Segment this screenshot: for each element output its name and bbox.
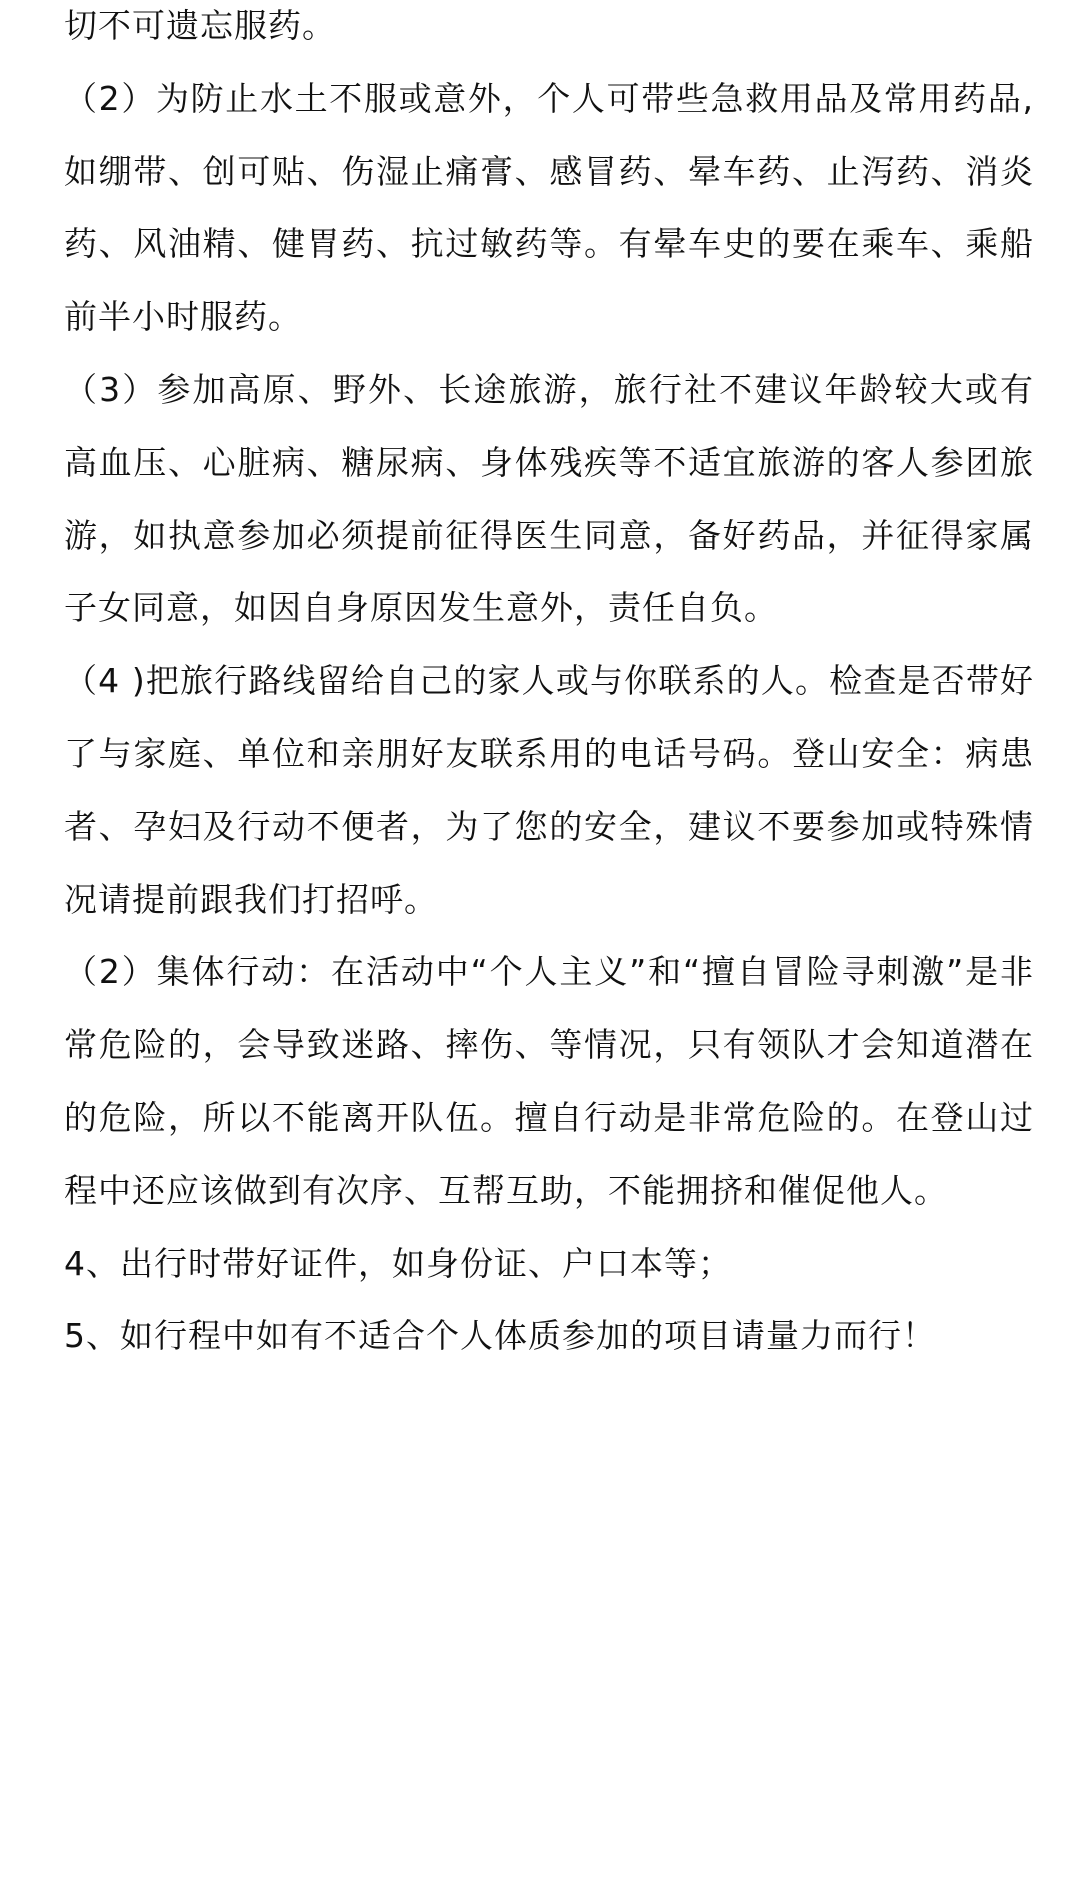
paragraph-medication-reminder: 切不可遗忘服药。: [64, 6, 336, 45]
document-body: [64, 0, 1034, 1373]
paragraph-health-restrictions: （3）参加高原、野外、长途旅游，旅行社不建议年龄较大或有高血压、心脏病、糖尿病、身体残疾等不适宜旅游的客人参团旅游，如执意参加必须提前征得医生同意，备好药品，并征得家属子女同意，如因自身原因发生意外，责任自负。: [64, 369, 1034, 628]
paragraph-act-within-ability: 5、如行程中如有不适合个人体质参加的项目请量力而行！: [64, 1316, 936, 1356]
paragraph-first-aid-supplies: （2）为防止水土不服或意外，个人可带些急救用品及常用药品,如绷带、创可贴、伤湿止痛膏、感冒药、晕车药、止泻药、消炎药、风油精、健胃药、抗过敏药等。有晕车史的要在乘车、乘船前半小时服药。: [64, 78, 1034, 337]
paragraph-route-and-safety: （4 )把旅行路线留给自己的家人或与你联系的人。检查是否带好了与家庭、单位和亲朋好友联系用的电话号码。登山安全：病患者、孕妇及行动不便者，为了您的安全，建议不要参加或特殊情况请提前跟我们打招呼。: [64, 661, 1034, 919]
paragraph-bring-documents: 4、出行时带好证件，如身份证、户口本等；: [64, 1243, 732, 1283]
paragraph-group-action: （2）集体行动：在活动中“个人主义”和“擅自冒险寻刺激”是非常危险的，会导致迷路、摔伤、等情况，只有领队才会知道潜在的危险，所以不能离开队伍。擅自行动是非常危险的。在登山过程中还应该做到有次序、互帮互助，不能拥挤和催促他人。: [64, 952, 1034, 1210]
